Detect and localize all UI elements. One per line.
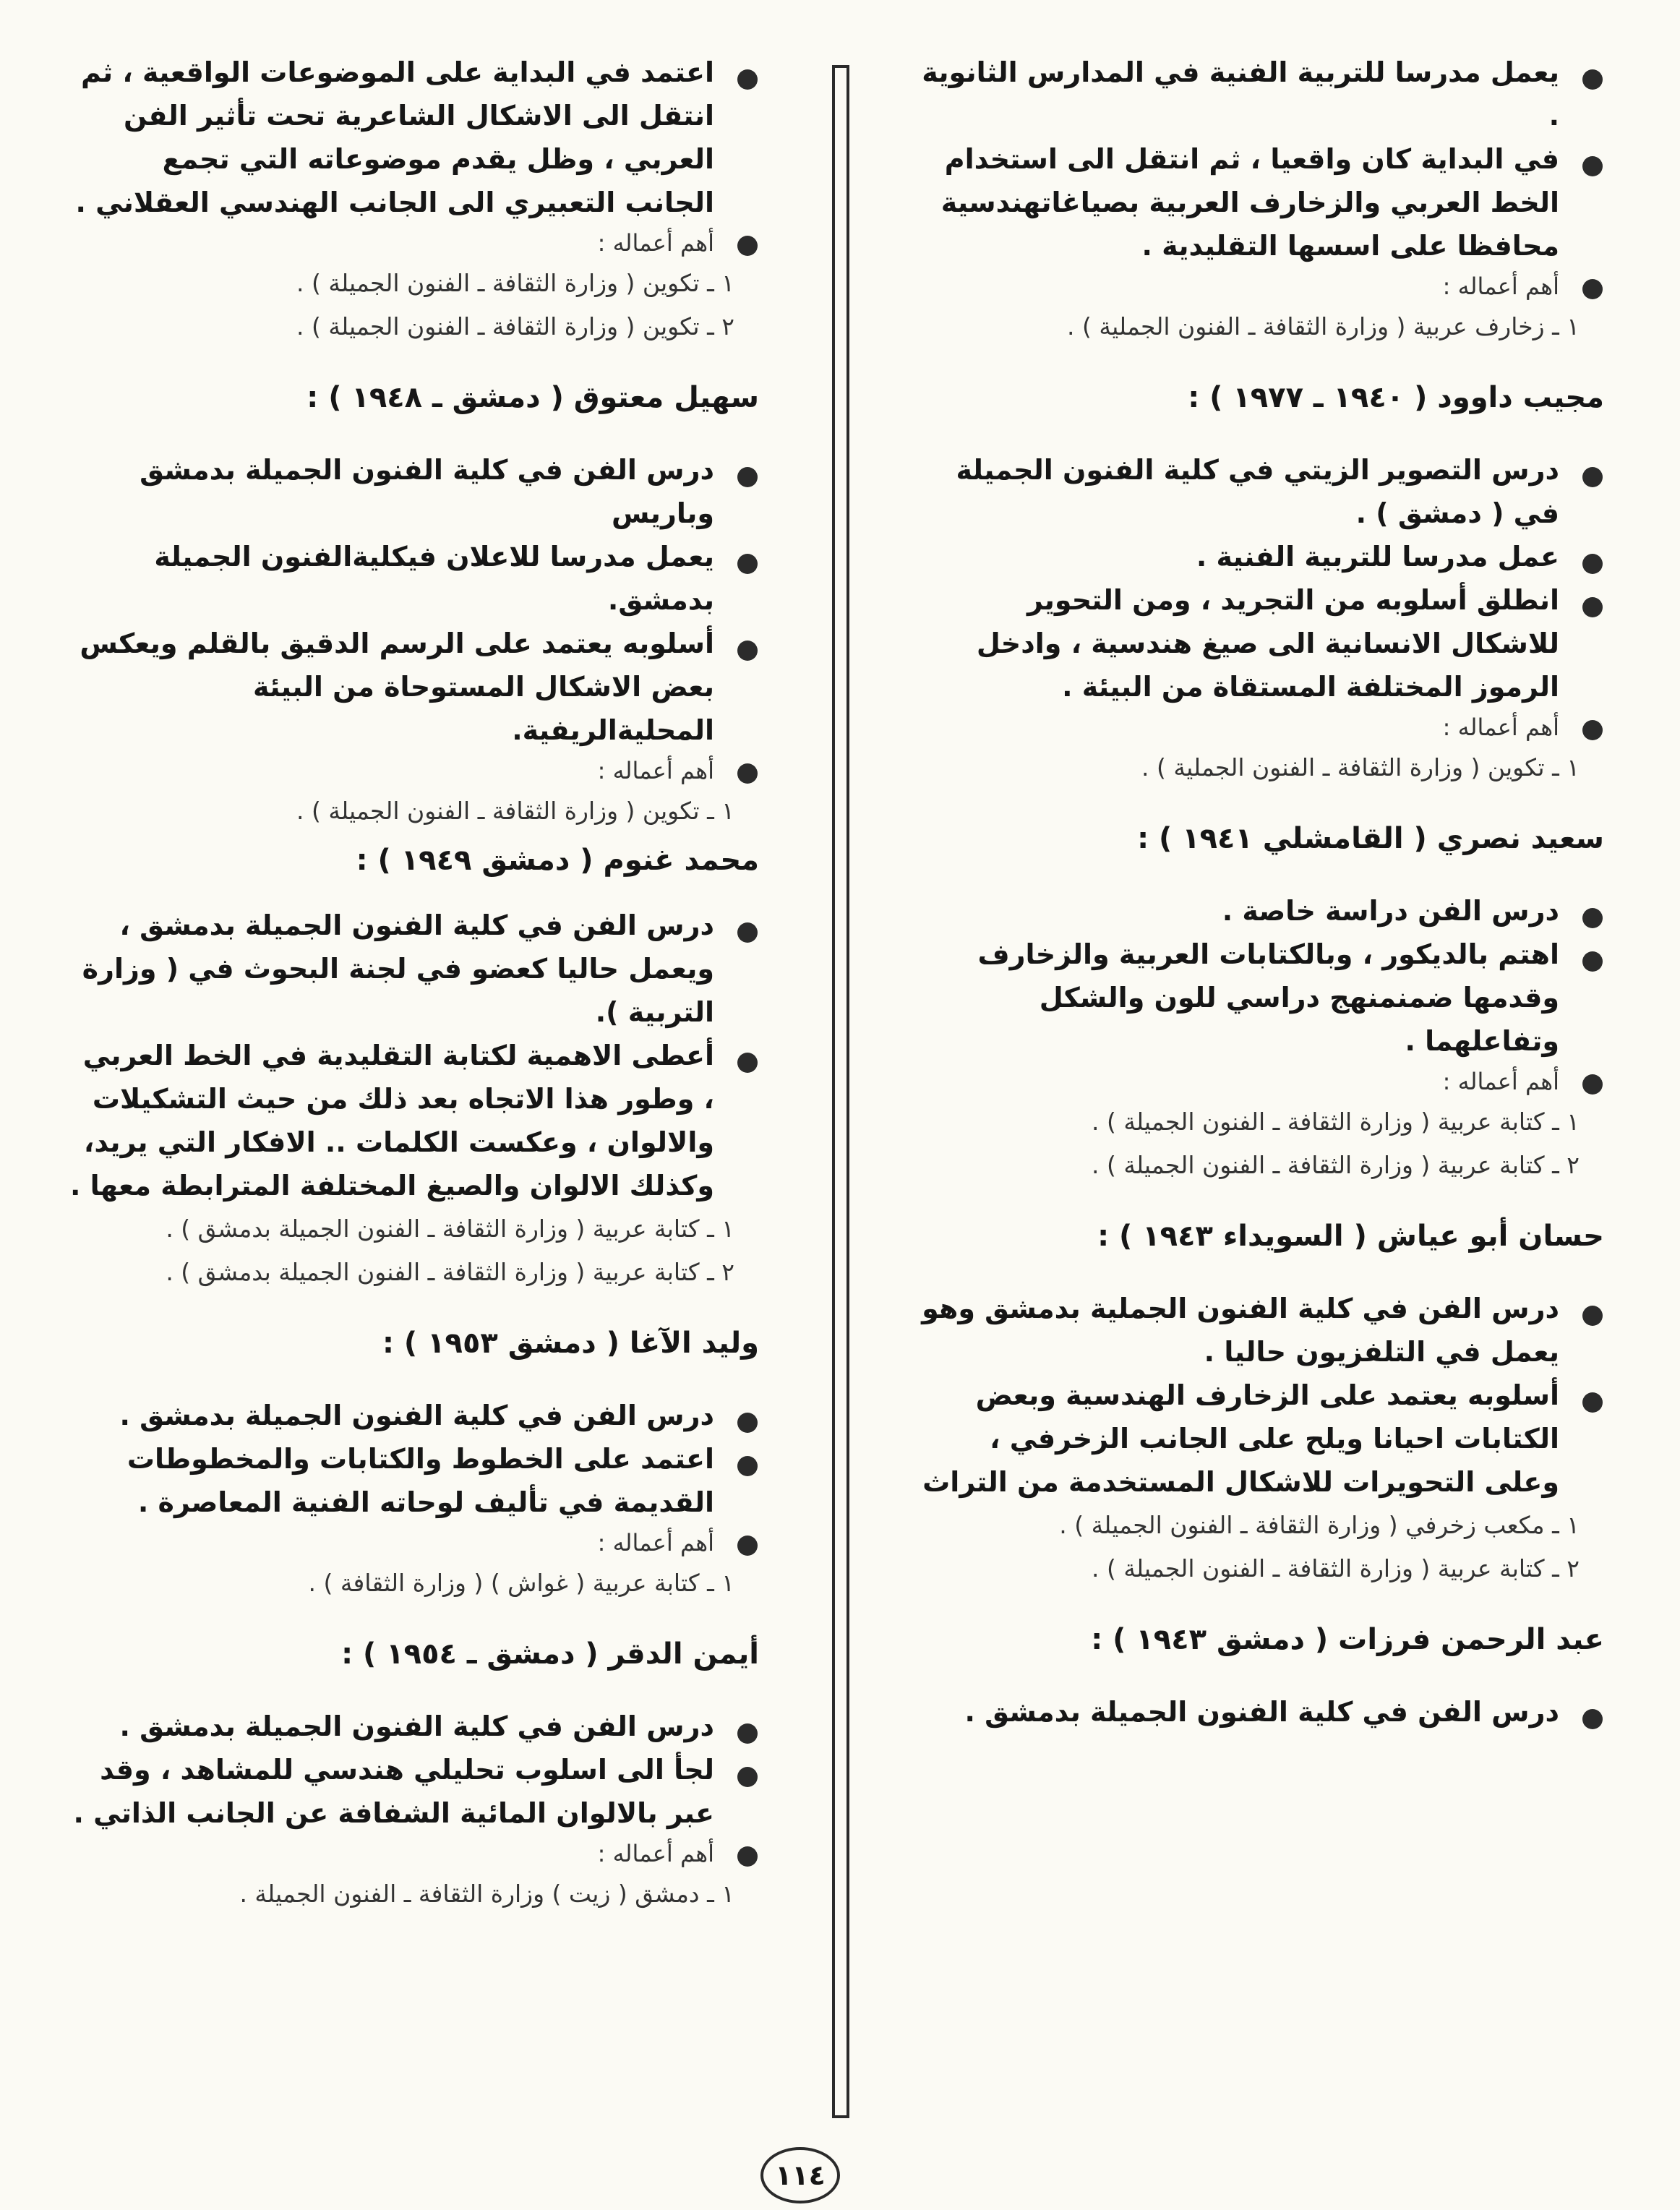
bullet-item: أعطى الاهمية لكتابة التقليدية في الخط العربي ، وطور هذا الاتجاه بعد ذلك من حيث التشكيلات والالوان ، وعكست الكلمات .. الافكار التي يريد، وكذلك الالوان والصيغ المختلفة المترابطة معها . (65, 1034, 759, 1207)
bullet-item: درس الفن في كلية الفنون الجميلة بدمشق . (910, 1690, 1604, 1734)
work-item: ١ ـ كتابة عربية ( غواش ) ( وزارة الثقافة ) . (308, 1569, 734, 1597)
artist-name: وليد الآغا ( دمشق ١٩٥٣ ) : (382, 1327, 759, 1360)
artist-name: سعيد نصري ( القامشلي ١٩٤١ ) : (1137, 822, 1604, 855)
bullet-item: يعمل مدرسا للتربية الفنية في المدارس الثانوية . (910, 51, 1604, 137)
works-heading: أهم أعماله : (910, 267, 1604, 305)
bullet-item: يعمل مدرسا للاعلان فيكليةالفنون الجميلة بدمشق. (65, 535, 759, 622)
work-item: ١ ـ تكوين ( وزارة الثقافة ـ الفنون الجميلة ) . (296, 269, 734, 297)
work-item: ١ ـ كتابة عربية ( وزارة الثقافة ـ الفنون الجميلة بدمشق ) . (166, 1215, 734, 1243)
work-item: ٢ ـ تكوين ( وزارة الثقافة ـ الفنون الجميلة ) . (296, 312, 734, 341)
bullet-item: درس التصوير الزيتي في كلية الفنون الجميلة في ( دمشق ) . (910, 448, 1604, 535)
artist-entry (910, 376, 1604, 789)
bullet-item: اعتمد على الخطوط والكتابات والمخطوطات القديمة في تأليف لوحاته الفنية المعاصرة . (65, 1437, 759, 1524)
bullet-item: انطلق أسلوبه من التجريد ، ومن التحوير للاشكال الانسانية الى صيغ هندسية ، وادخل الرموز المختلفة المستقاة من البيئة . (910, 578, 1604, 708)
left-column (65, 51, 759, 1916)
work-item: ١ ـ مكعب زخرفي ( وزارة الثقافة ـ الفنون الجميلة ) . (1059, 1511, 1580, 1539)
bullet-item: درس الفن في كلية الفنون الجميلة بدمشق . (65, 1705, 759, 1748)
bullet-item: في البداية كان واقعيا ، ثم انتقل الى استخدام الخط العربي والزخارف العربية بصياغاتهندسية محافظا على اسسها التقليدية . (910, 137, 1604, 267)
artist-entry (65, 1322, 759, 1605)
work-item: ١ ـ كتابة عربية ( وزارة الثقافة ـ الفنون الجميلة ) . (1091, 1108, 1580, 1136)
artist-entry (65, 376, 759, 833)
artist-name: سهيل معتوق ( دمشق ـ ١٩٤٨ ) : (307, 381, 759, 414)
artist-name: أيمن الدقر ( دمشق ـ ١٩٥٤ ) : (341, 1637, 759, 1671)
work-item: ١ ـ زخارف عربية ( وزارة الثقافة ـ الفنون الجملية ) . (1067, 312, 1580, 341)
bullet-item: درس الفن في كلية الفنون الجملية بدمشق وهو يعمل في التلفزيون حاليا . (910, 1287, 1604, 1374)
artist-name: محمد غنوم ( دمشق ١٩٤٩ ) : (356, 844, 759, 877)
right-column (910, 51, 1604, 1734)
artist-entry (910, 1215, 1604, 1590)
work-item: ٢ ـ كتابة عربية ( وزارة الثقافة ـ الفنون الجميلة بدمشق ) . (166, 1258, 734, 1286)
work-item: ١ ـ تكوين ( وزارة الثقافة ـ الفنون الجملية ) . (1141, 753, 1580, 781)
bullet-item: اعتمد في البداية على الموضوعات الواقعية ، ثم انتقل الى الاشكال الشاعرية تحت تأثير الفن العربي ، وظل يقدم موضوعاته التي تجمع الجانب التعبيري الى الجانب الهندسي العقلاني . (65, 51, 759, 224)
right-intro-entry (910, 51, 1604, 348)
works-heading: أهم أعماله : (65, 752, 759, 789)
work-item: ٢ ـ كتابة عربية ( وزارة الثقافة ـ الفنون الجميلة ) . (1091, 1151, 1580, 1179)
works-heading: أهم أعماله : (910, 1063, 1604, 1100)
work-item: ١ ـ تكوين ( وزارة الثقافة ـ الفنون الجميلة ) . (296, 797, 734, 825)
artist-entry (910, 1618, 1604, 1734)
left-intro-entry (65, 51, 759, 348)
bullet-item: اهتم بالديكور ، وبالكتابات العربية والزخارف وقدمها ضمنمنهج دراسي للون والشكل وتفاعلهما . (910, 933, 1604, 1063)
bullet-item: درس الفن في كلية الفنون الجميلة بدمشق . (65, 1394, 759, 1437)
column-divider (832, 65, 849, 2118)
page-number: ١١٤ (760, 2147, 840, 2203)
bullet-item: عمل مدرسا للتربية الفنية . (910, 535, 1604, 578)
bullet-item: درس الفن في كلية الفنون الجميلة بدمشق ، ويعمل حاليا كعضو في لجنة البحوث في ( وزارة التربية ). (65, 904, 759, 1034)
work-item: ١ ـ دمشق ( زيت ) وزارة الثقافة ـ الفنون الجميلة . (239, 1880, 734, 1908)
bullet-item: لجأ الى اسلوب تحليلي هندسي للمشاهد ، وقد عبر بالالوان المائية الشفافة عن الجانب الذاتي . (65, 1748, 759, 1835)
artist-name: مجيب داوود ( ١٩٤٠ ـ ١٩٧٧ ) : (1188, 381, 1604, 414)
artist-name: حسان أبو عياش ( السويداء ١٩٤٣ ) : (1097, 1220, 1604, 1253)
bullet-item: أسلوبه يعتمد على الرسم الدقيق بالقلم ويعكس بعض الاشكال المستوحاة من البيئة المحليةالريفية. (65, 622, 759, 752)
works-heading: أهم أعماله : (65, 224, 759, 262)
works-heading: أهم أعماله : (65, 1835, 759, 1872)
bullet-item: أسلوبه يعتمد على الزخارف الهندسية وبعض الكتابات احيانا ويلح على الجانب الزخرفي ، وعلى التحويرات للاشكال المستخدمة من التراث (910, 1374, 1604, 1504)
bullet-item: درس الفن في كلية الفنون الجميلة بدمشق وباريس (65, 448, 759, 535)
artist-entry (65, 839, 759, 1294)
artist-entry (910, 817, 1604, 1187)
works-heading: أهم أعماله : (910, 708, 1604, 746)
artist-entry (65, 1632, 759, 1916)
works-heading: أهم أعماله : (65, 1524, 759, 1562)
bullet-item: درس الفن دراسة خاصة . (910, 889, 1604, 933)
work-item: ٢ ـ كتابة عربية ( وزارة الثقافة ـ الفنون الجميلة ) . (1091, 1554, 1580, 1582)
artist-name: عبد الرحمن فرزات ( دمشق ١٩٤٣ ) : (1091, 1623, 1604, 1656)
